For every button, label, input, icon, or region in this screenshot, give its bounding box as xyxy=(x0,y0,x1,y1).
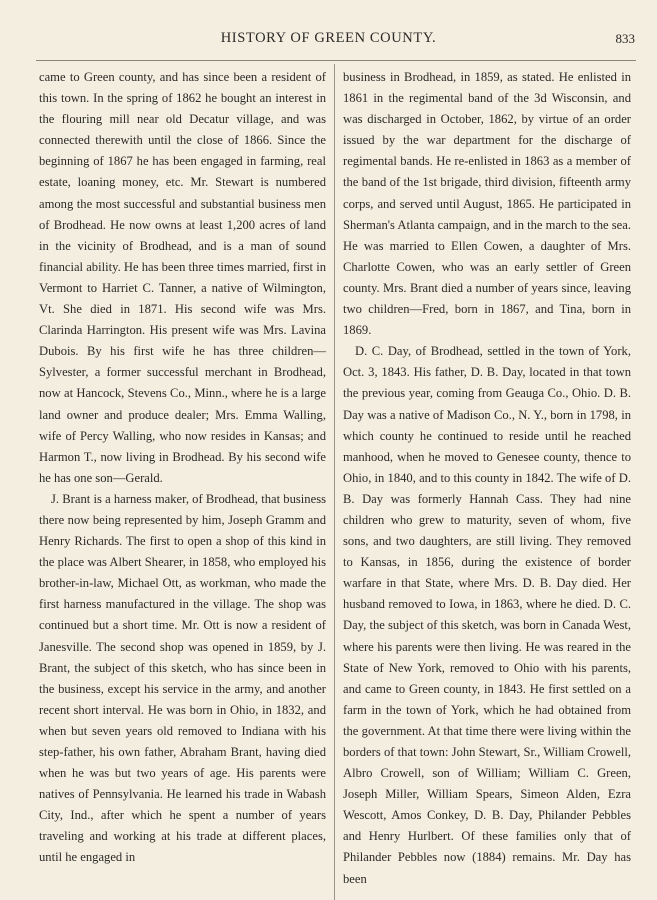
page-number: 833 xyxy=(615,31,635,46)
running-title: HISTORY OF GREEN COUNTY. xyxy=(220,30,437,46)
paragraph-stewart-continued: came to Green county, and has since been a resident of this town. In the spring of 1862 he bought an interest in the flouring mill near old Decatur village, and was connected therewith until the close of 1866. Since the beginning of 1867 he has been engaged in farming, real estate, loaning money, etc. Mr. Stewart is numbered among the most successful and substantial business men of Brodhead. He now owns at least 1,200 acres of land in the vicinity of Brodhead, and is a man of sound financial ability. He has been three times married, first in Vermont to Harriet C. Tanner, a native of Wilmington, Vt. She died in 1871. His second wife was Mrs. Clarinda Harrington. His present wife was Mrs. Lavina Dubois. By his first wife he has three children—Sylvester, a former successful merchant in Brodhead, now at Hancock, Stevens Co., Minn., where he is a large land owner and produce dealer; Mrs. Emma Walling, wife of Percy Walling, who now resides in Kansas; and Harmon T., now living in Brodhead. By his second wife he has one son—Gerald. xyxy=(39,70,326,485)
right-column xyxy=(343,67,631,890)
left-column xyxy=(39,67,326,869)
header-rule xyxy=(36,60,636,61)
paragraph-d-c-day: D. C. Day, of Brodhead, settled in the town of York, Oct. 3, 1843. His father, D. B. Day, located in that town the previous year, coming from Geauga Co., Ohio. D. B. Day was a native of Madison Co., N. Y., born in 1798, in which county he continued to reside until he reached manhood, when he moved to Genesee county, thence to Ohio, in 1840, and to this county in 1842. The wife of D. B. Day was formerly Hannah Cass. They had nine children who grew to maturity, seven of whom, five sons, and two daughters, are still living. They removed to Kansas, in 1856, during the existence of border warfare in that State, where Mrs. D. B. Day died. Her husband removed to Iowa, in 1863, where he died. D. C. Day, the subject of this sketch, was born in Canada West, where his parents were then living. He was reared in the State of New York, removed to Ohio with his parents, and came to Green county, in 1843. He first settled on a farm in the town of York, which he had obtained from the government. At that time there were living within the borders of that town: John Stewart, Sr., William Crowell, Albro Crowell, son of William; William C. Green, Joseph Miller, William Spears, Simeon Alden, Ezra Wescott, Amos Conkey, D. B. Day, Philander Pebbles and Henry Hurlbert. Of these families only that of Philander Pebbles now (1884) remains. Mr. Day has been xyxy=(343,344,631,886)
paragraph-brant-continued: business in Brodhead, in 1859, as stated. He enlisted in 1861 in the regimental band of the 3d Wisconsin, and was discharged in October, 1862, by virtue of an order issued by the war department for the discharge of regimental bands. He re-enlisted in 1863 as a member of the band of the 1st brigade, third division, fifteenth army corps, and served until August, 1865. He participated in Sherman's Atlanta campaign, and in the march to the sea. He was married to Ellen Cowen, a daughter of Mrs. Charlotte Cowen, who was an early settler of Green county. Mrs. Brant died a number of years since, leaving two children—Fred, born in 1867, and Tina, born in 1869. xyxy=(343,70,631,338)
page-header xyxy=(0,30,657,50)
column-divider xyxy=(334,64,335,900)
paragraph-j-brant: J. Brant is a harness maker, of Brodhead, that business there now being represented by him, Joseph Gramm and Henry Richards. The first to open a shop of this kind in the place was Albert Shearer, in 1858, who employed his brother-in-law, Michael Ott, as workman, who made the first harness manufactured in the village. The shop was continued but a short time. Mr. Ott is now a resident of Janesville. The second shop was opened in 1859, by J. Brant, the subject of this sketch, who has since been in the business, except his service in the army, and another recent short interval. He was born in Ohio, in 1832, and when but seven years old removed to Indiana with his step-father, his own father, Abraham Brant, having died when he was but two years of age. His parents were natives of Pennsylvania. He learned his trade in Wabash City, Ind., after which he spent a number of years traveling and working at his trade at different places, until he engaged in xyxy=(39,491,326,865)
